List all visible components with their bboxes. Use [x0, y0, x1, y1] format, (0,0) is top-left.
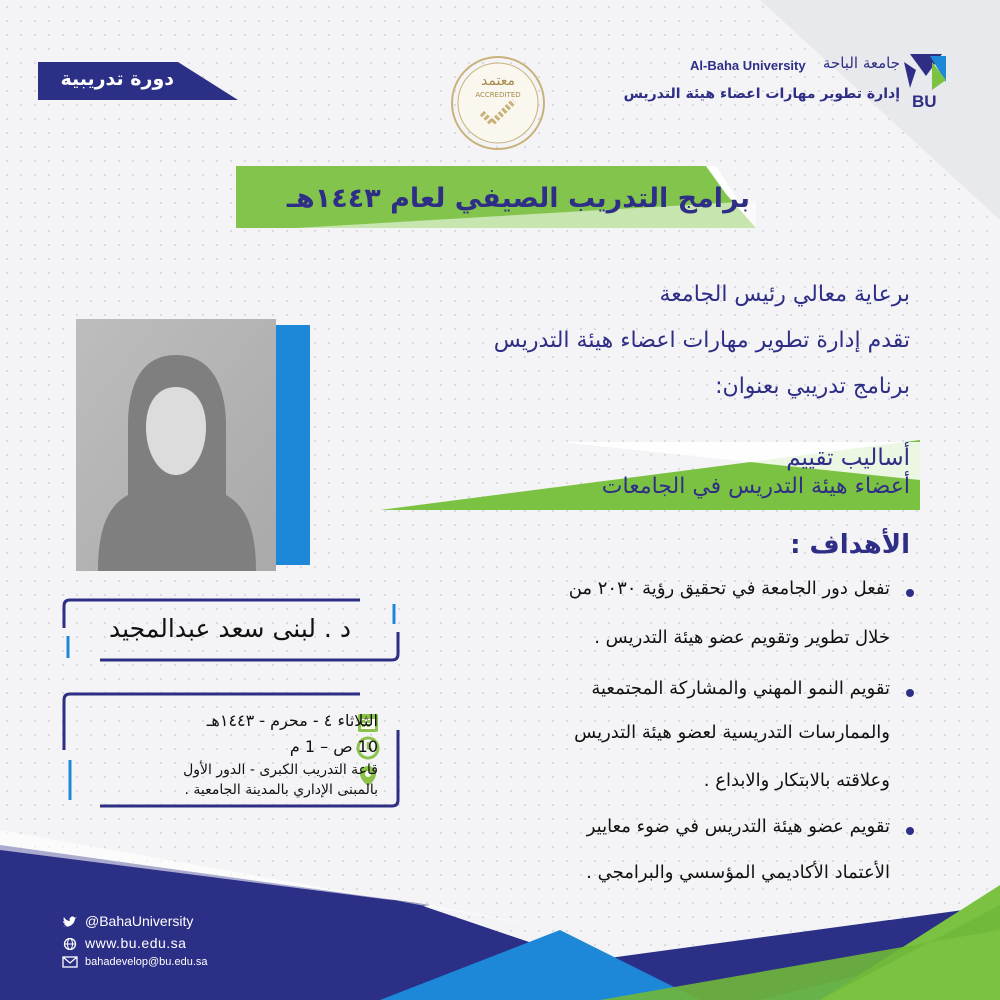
goal-2-line3: وعلاقته بالابتكار والابداع . — [703, 770, 890, 791]
goal-1-line2: خلال تطوير وتقويم عضو هيئة التدريس . — [594, 627, 890, 648]
twitter-handle: @BahaUniversity — [85, 913, 194, 929]
svg-text:ACCREDITED: ACCREDITED — [475, 91, 521, 99]
goal-3-line1: تقويم عضو هيئة التدريس في ضوء معايير — [586, 816, 890, 837]
goals-heading: الأهداف : — [790, 530, 910, 560]
event-date: الثلاثاء ٤ - محرم - ١٤٤٣هـ — [206, 711, 378, 730]
mail-icon — [62, 956, 78, 968]
department-name: إدارة تطوير مهارات اعضاء هيئة التدريس — [623, 86, 900, 102]
globe-icon — [62, 938, 78, 950]
program-series-title: برامج التدريب الصيفي لعام ١٤٤٣هـ — [286, 183, 750, 214]
goal-bullet — [906, 589, 914, 597]
svg-text:معتمد: معتمد — [481, 73, 515, 89]
intro-department: تقدم إدارة تطوير مهارات اعضاء هيئة التدريس — [493, 328, 910, 353]
event-location-line1: قاعة التدريب الكبرى - الدور الأول — [183, 762, 378, 778]
email-address: bahadevelop@bu.edu.sa — [85, 956, 208, 968]
goal-2-line2: والممارسات التدريسية لعضو هيئة التدريس — [574, 722, 890, 743]
goal-3-line2: الأعتماد الأكاديمي المؤسسي والبرامجي . — [586, 862, 890, 883]
intro-patronage: برعاية معالي رئيس الجامعة — [659, 282, 910, 307]
intro-program: برنامج تدريبي بعنوان: — [715, 374, 910, 399]
university-name-arabic: جامعة الباحة — [822, 54, 900, 72]
program-title-line1: أساليب تقييم — [786, 445, 910, 471]
twitter-handle-row[interactable] — [62, 913, 193, 929]
goal-2-line1: تقويم النمو المهني والمشاركة المجتمعية — [591, 678, 890, 699]
website-url: www.bu.edu.sa — [85, 935, 187, 951]
presenter-name: د . لبنى سعد عبدالمجيد — [109, 614, 351, 643]
course-tag-label: دورة تدريبية — [60, 68, 174, 90]
twitter-icon — [62, 916, 78, 928]
university-name-english: Al-Baha University — [690, 58, 806, 73]
email-row[interactable] — [62, 956, 208, 968]
logo-bu-text: BU — [912, 92, 937, 111]
goal-1-line1: تفعل دور الجامعة في تحقيق رؤية ٢٠٣٠ من — [568, 578, 890, 599]
event-location-line2: بالمبنى الإداري بالمدينة الجامعية . — [184, 782, 378, 798]
goal-bullet — [906, 689, 914, 697]
website-row[interactable] — [62, 935, 186, 951]
event-time: 10 ص – 1 م — [289, 737, 378, 756]
presenter-photo — [70, 315, 310, 575]
goal-bullet — [906, 827, 914, 835]
program-title-line2: أعضاء هيئة التدريس في الجامعات — [601, 474, 910, 499]
accredited-seal-icon — [450, 55, 546, 151]
